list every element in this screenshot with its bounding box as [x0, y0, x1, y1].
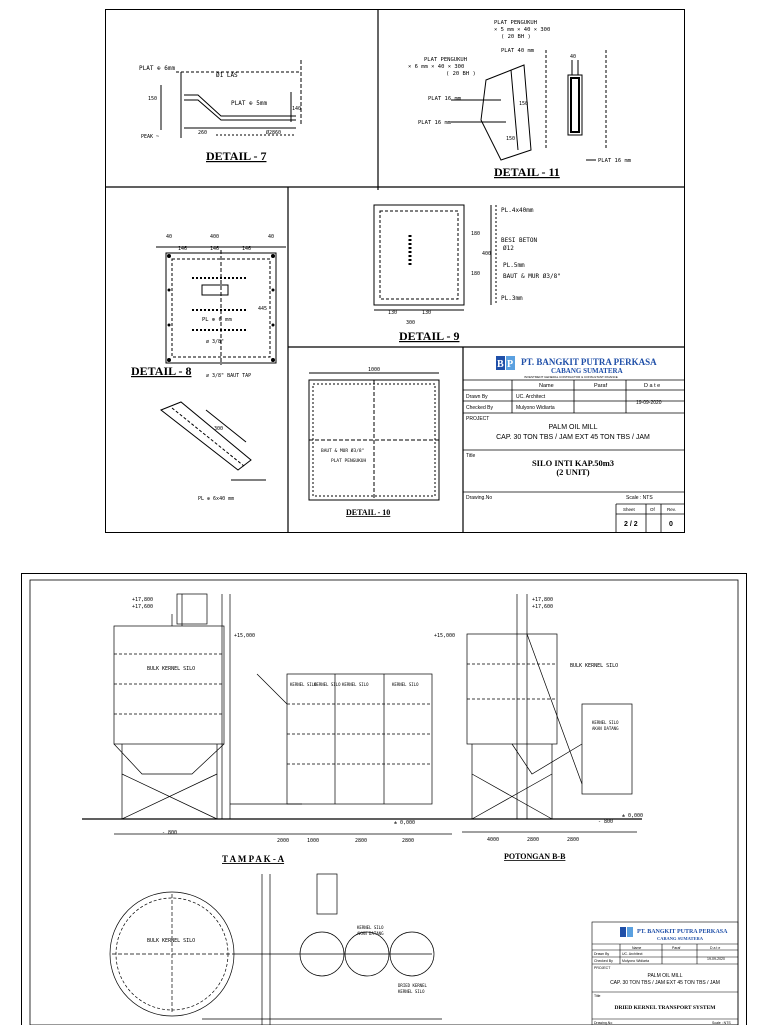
tb2-col-date: D a t e — [710, 946, 721, 950]
d8-label-3: 146 — [178, 246, 188, 252]
plan-labels — [147, 925, 427, 994]
d8-label-10: 300 — [214, 426, 224, 432]
detail-7 — [139, 60, 301, 163]
view-b-title: POTONGAN B-B — [504, 852, 566, 861]
detail-11 — [408, 20, 632, 179]
tb2-title-label: Title — [594, 994, 601, 998]
d8-label-5: 146 — [242, 246, 252, 252]
checked-by: Mulyono Widiarta — [516, 405, 555, 411]
d8-label-8: ⌀ 3/8" BAUT TAP — [206, 373, 252, 379]
drawing-no-label: Drawing.No — [466, 495, 493, 501]
plan-label-4: KERNEL SILO — [398, 989, 425, 994]
d9-label-0: PL.4x40mm — [501, 207, 534, 214]
elev-a-0: +17,800 — [132, 597, 154, 603]
company-logo — [496, 356, 515, 370]
d9-label-1: BESI BETON — [501, 237, 538, 244]
elev-b-0: +17,800 — [532, 597, 554, 603]
tb2-project-2: CAP. 30 TON TBS / JAM EXT 45 TON TBS / JAM — [610, 980, 720, 986]
plan-view — [110, 874, 442, 1025]
detail-8 — [131, 234, 286, 502]
detail-7-title: DETAIL - 7 — [206, 149, 267, 163]
d11-label-4: PLAT PENGUKUH — [424, 57, 468, 63]
d10-label-2: PLAT PENGUKUH — [331, 459, 367, 464]
company-tagline: INVESTMENT GENERAL CONTRACTOR & CONSULTANT FINANCE — [524, 375, 618, 379]
tb2-checked-by: Mulyono Widiarta — [622, 959, 650, 963]
elev-a-3: ± 0,000 — [394, 820, 416, 826]
dim-a-2: 2800 — [355, 838, 368, 844]
d9-label-4: BAUT & MUR Ø3/8" — [503, 273, 561, 280]
title-block-2 — [592, 922, 738, 1025]
rev-label: Rev. — [667, 507, 676, 512]
sheet-1-drawing — [106, 10, 684, 532]
d8-label-4: 146 — [210, 246, 220, 252]
d9-label-10: 180 — [471, 271, 481, 277]
tb2-title: DRIED KERNEL TRANSPORT SYSTEM — [614, 1005, 716, 1011]
elev-b-3: ± 0,000 — [622, 813, 644, 819]
d7-label-0: PLAT ⊕ 6mm — [139, 65, 176, 72]
d9-label-9: 180 — [471, 231, 481, 237]
title-label: Title — [466, 453, 476, 459]
d7-label-1: Ø1 LAS — [216, 72, 238, 79]
d11-label-6: ( 20 BH ) — [446, 71, 476, 77]
title-block-1 — [463, 356, 684, 532]
drawing-sheet-2 — [21, 573, 747, 1025]
label-a-2: KERNEL SILO — [314, 682, 341, 687]
tb2-date: 19-09-2020 — [707, 957, 725, 961]
d8-label-2: 40 — [268, 234, 275, 240]
tb2-project-1: PALM OIL MILL — [647, 973, 683, 979]
drawn-by-label: Drawn By — [466, 394, 488, 400]
detail-8-title: DETAIL - 8 — [131, 364, 192, 378]
label-b-0: BULK KERNEL SILO — [570, 663, 619, 669]
tb2-drawing-no: Drawing.No — [594, 1021, 613, 1025]
date-value: 19-09-2020 — [636, 400, 662, 406]
d8-label-9: PL ⊕ 6x40 mm — [198, 496, 235, 502]
dim-a-0: 2000 — [277, 838, 290, 844]
elev-a-4: - 800 — [162, 830, 178, 836]
d9-label-7: 130 — [422, 310, 432, 316]
project-line-1: PALM OIL MILL — [548, 424, 598, 431]
detail-10 — [309, 367, 439, 517]
d11-label-7: PLAT 16 mm — [428, 96, 462, 102]
tb2-col-name: Name — [632, 946, 642, 950]
col-date: D a t e — [644, 383, 661, 389]
label-b-1: KERNEL SILO — [592, 720, 619, 725]
tb2-drawn-by: UC. Architect — [622, 952, 643, 956]
d11-label-12: 40 — [570, 54, 577, 60]
elevation-view-a — [82, 594, 452, 834]
d11-label-11: PLAT 16 mm — [598, 158, 632, 164]
drawing-title-line-2: (2 UNIT) — [556, 467, 590, 477]
d11-label-1: × 5 mm × 40 × 300 — [494, 27, 551, 33]
detail-11-title: DETAIL - 11 — [494, 165, 560, 179]
elev-a-1: +17,600 — [132, 604, 154, 610]
d8-label-6: PL ⊕ 6 mm — [202, 317, 232, 323]
dim-b-2: 2800 — [567, 837, 580, 843]
detail-10-title: DETAIL - 10 — [346, 508, 391, 517]
d7-label-3: 150 — [148, 96, 158, 102]
sheet-2-drawing — [22, 574, 746, 1025]
company-name: PT. BANGKIT PUTRA PERKASA — [521, 357, 657, 367]
view-a-title: T A M P A K - A — [222, 854, 285, 864]
elev-a-2: +15,000 — [234, 633, 256, 639]
plan-label-0: BULK KERNEL SILO — [147, 938, 196, 944]
d11-label-2: ( 20 BH ) — [501, 34, 531, 40]
d9-label-8: 300 — [406, 320, 416, 326]
checked-by-label: Checked By — [466, 405, 493, 411]
tb2-checked-label: Checked By — [594, 959, 613, 963]
dim-a-3: 2800 — [402, 838, 415, 844]
tb2-project-label: PROJECT — [594, 966, 611, 970]
elev-b-2: +15,000 — [434, 633, 456, 639]
tb2-branch: CABANG SUMATERA — [657, 936, 704, 941]
drawing-title-line-1: SILO INTI KAP.50m3 — [531, 458, 615, 468]
d11-label-8: PLAT 16 mm — [418, 120, 452, 126]
elevation-a-labels — [132, 597, 419, 844]
d11-label-9: 150 — [519, 101, 529, 107]
detail-9 — [374, 205, 561, 343]
label-a-0: BULK KERNEL SILO — [147, 666, 196, 672]
detail-9-title: DETAIL - 9 — [399, 329, 460, 343]
drawing-sheet-1 — [105, 9, 685, 533]
dim-a-1: 1000 — [307, 838, 320, 844]
plan-label-2: AKAN DATANG — [357, 931, 384, 936]
d10-label-1: BAUT & MUR Ø3/8" — [321, 449, 365, 454]
d11-label-3: PLAT 40 mm — [501, 48, 535, 54]
elev-b-4: - 800 — [598, 819, 614, 825]
d9-label-2: Ø12 — [503, 245, 514, 252]
d7-label-6: 140 — [292, 106, 302, 112]
d7-label-4: PEAK ~ — [141, 134, 160, 140]
col-paraf: Paraf — [594, 383, 608, 389]
tb2-company: PT. BANGKIT PUTRA PERKASA — [637, 929, 728, 935]
of-label: Of — [650, 507, 655, 512]
plan-label-3: DRIED KERNEL — [398, 983, 427, 988]
d7-label-2: PLAT ⊕ 5mm — [231, 100, 268, 107]
company-branch: CABANG SUMATERA — [551, 367, 623, 375]
sheet-label: Sheet — [623, 507, 635, 512]
d9-label-3: PL.5mm — [503, 262, 525, 269]
tb2-drawn-label: Drawn By — [594, 952, 610, 956]
d10-label-0: 1000 — [368, 367, 381, 373]
d7-label-7: 260 — [198, 130, 208, 136]
d7-label-5: Ø2860 — [266, 130, 282, 136]
svg-text:P: P — [507, 359, 514, 370]
d9-label-5: PL.3mm — [501, 295, 523, 302]
rev-value: 0 — [669, 521, 673, 528]
scale-text: Scale : NTS — [626, 495, 653, 501]
d8-label-11: 445 — [258, 306, 268, 312]
dim-b-1: 2800 — [527, 837, 540, 843]
label-a-3: KERNEL SILO — [342, 682, 369, 687]
label-a-4: KERNEL SILO — [392, 682, 419, 687]
label-a-1: KERNEL SILO — [290, 682, 317, 687]
d9-label-11: 400 — [482, 251, 492, 257]
plan-label-1: KERNEL SILO — [357, 925, 384, 930]
sheet-value: 2 / 2 — [624, 521, 638, 528]
d8-label-1: 400 — [210, 234, 220, 240]
svg-text:B: B — [497, 359, 504, 370]
d11-label-0: PLAT PENGUKUH — [494, 20, 538, 26]
d8-label-7: ø 3/8" — [206, 339, 225, 345]
d8-label-0: 40 — [166, 234, 173, 240]
d11-label-5: × 6 mm × 40 × 300 — [408, 64, 465, 70]
d11-label-10: 150 — [506, 136, 516, 142]
elev-b-1: +17,600 — [532, 604, 554, 610]
col-name: Name — [539, 383, 554, 389]
tb2-scale: Scale : NTS — [712, 1021, 731, 1025]
dim-b-0: 4000 — [487, 837, 500, 843]
project-label: PROJECT — [466, 416, 490, 422]
section-view-b — [452, 594, 642, 832]
d9-label-6: 130 — [388, 310, 398, 316]
tb2-col-paraf: Paraf — [672, 946, 681, 950]
label-b-2: AKAN DATANG — [592, 726, 619, 731]
project-line-2: CAP. 30 TON TBS / JAM EXT 45 TON TBS / JAM — [496, 434, 650, 441]
drawn-by: UC. Architect — [516, 394, 546, 400]
